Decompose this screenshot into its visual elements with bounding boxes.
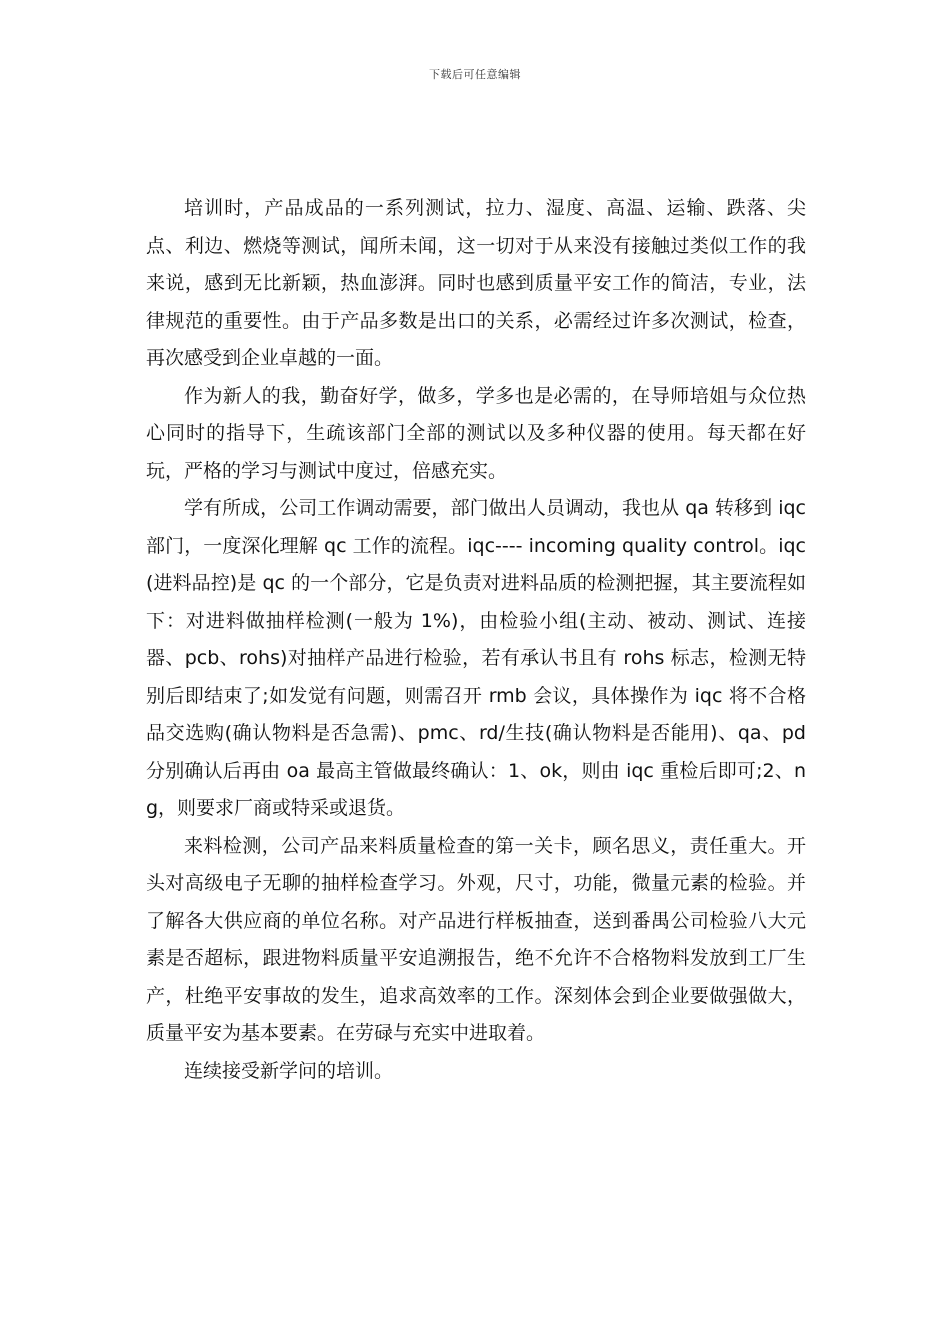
document-body xyxy=(146,190,806,1090)
paragraph-3: 学有所成，公司工作调动需要，部门做出人员调动，我也从 qa 转移到 iqc 部门，一度深化理解 qc 工作的流程。iqc---- incoming quality control。iqc(进料品控)是 qc 的一个部分，它是负责对进料品质的检测把握，其主要流程如下：对进料做抽样检测(一般为 1%)，由检验小组(主动、被动、测试、连接器、pcb、rohs)对抽样产品进行检验，若有承认书且有 rohs 标志，检测无特别后即结束了;如发觉有问题，则需召开 rmb 会议，具体操作为 iqc 将不合格品交选购(确认物料是否急需)、pmc、rd/生技(确认物料是否能用)、qa、pd 分别确认后再由 oa 最高主管做最终确认：1、ok，则由 iqc 重检后即可;2、ng，则要求厂商或特采或退货。 xyxy=(146,497,806,819)
paragraph-1: 培训时，产品成品的一系列测试，拉力、湿度、高温、运输、跌落、尖点、利边、燃烧等测试，闻所未闻，这一切对于从来没有接触过类似工作的我来说，感到无比新颖，热血澎湃。同时也感到质量平安工作的简洁，专业，法律规范的重要性。由于产品多数是出口的关系，必需经过许多次测试，检查，再次感受到企业卓越的一面。 xyxy=(146,197,806,369)
paragraph-2: 作为新人的我，勤奋好学，做多，学多也是必需的，在导师培姐与众位热心同时的指导下，生疏该部门全部的测试以及多种仪器的使用。每天都在好玩，严格的学习与测试中度过，倍感充实。 xyxy=(146,384,806,482)
paragraph-4: 来料检测，公司产品来料质量检查的第一关卡，顾名思义，责任重大。开头对高级电子无聊的抽样检查学习。外观，尺寸，功能，微量元素的检验。并了解各大供应商的单位名称。对产品进行样板抽查，送到番禺公司检验八大元素是否超标，跟进物料质量平安追溯报告，绝不允许不合格物料发放到工厂生产，杜绝平安事故的发生，追求高效率的工作。深刻体会到企业要做强做大，质量平安为基本要素。在劳碌与充实中进取着。 xyxy=(146,834,806,1044)
paragraph-5: 连续接受新学问的培训。 xyxy=(184,1059,394,1082)
page-header: 下载后可任意编辑 xyxy=(429,68,521,81)
